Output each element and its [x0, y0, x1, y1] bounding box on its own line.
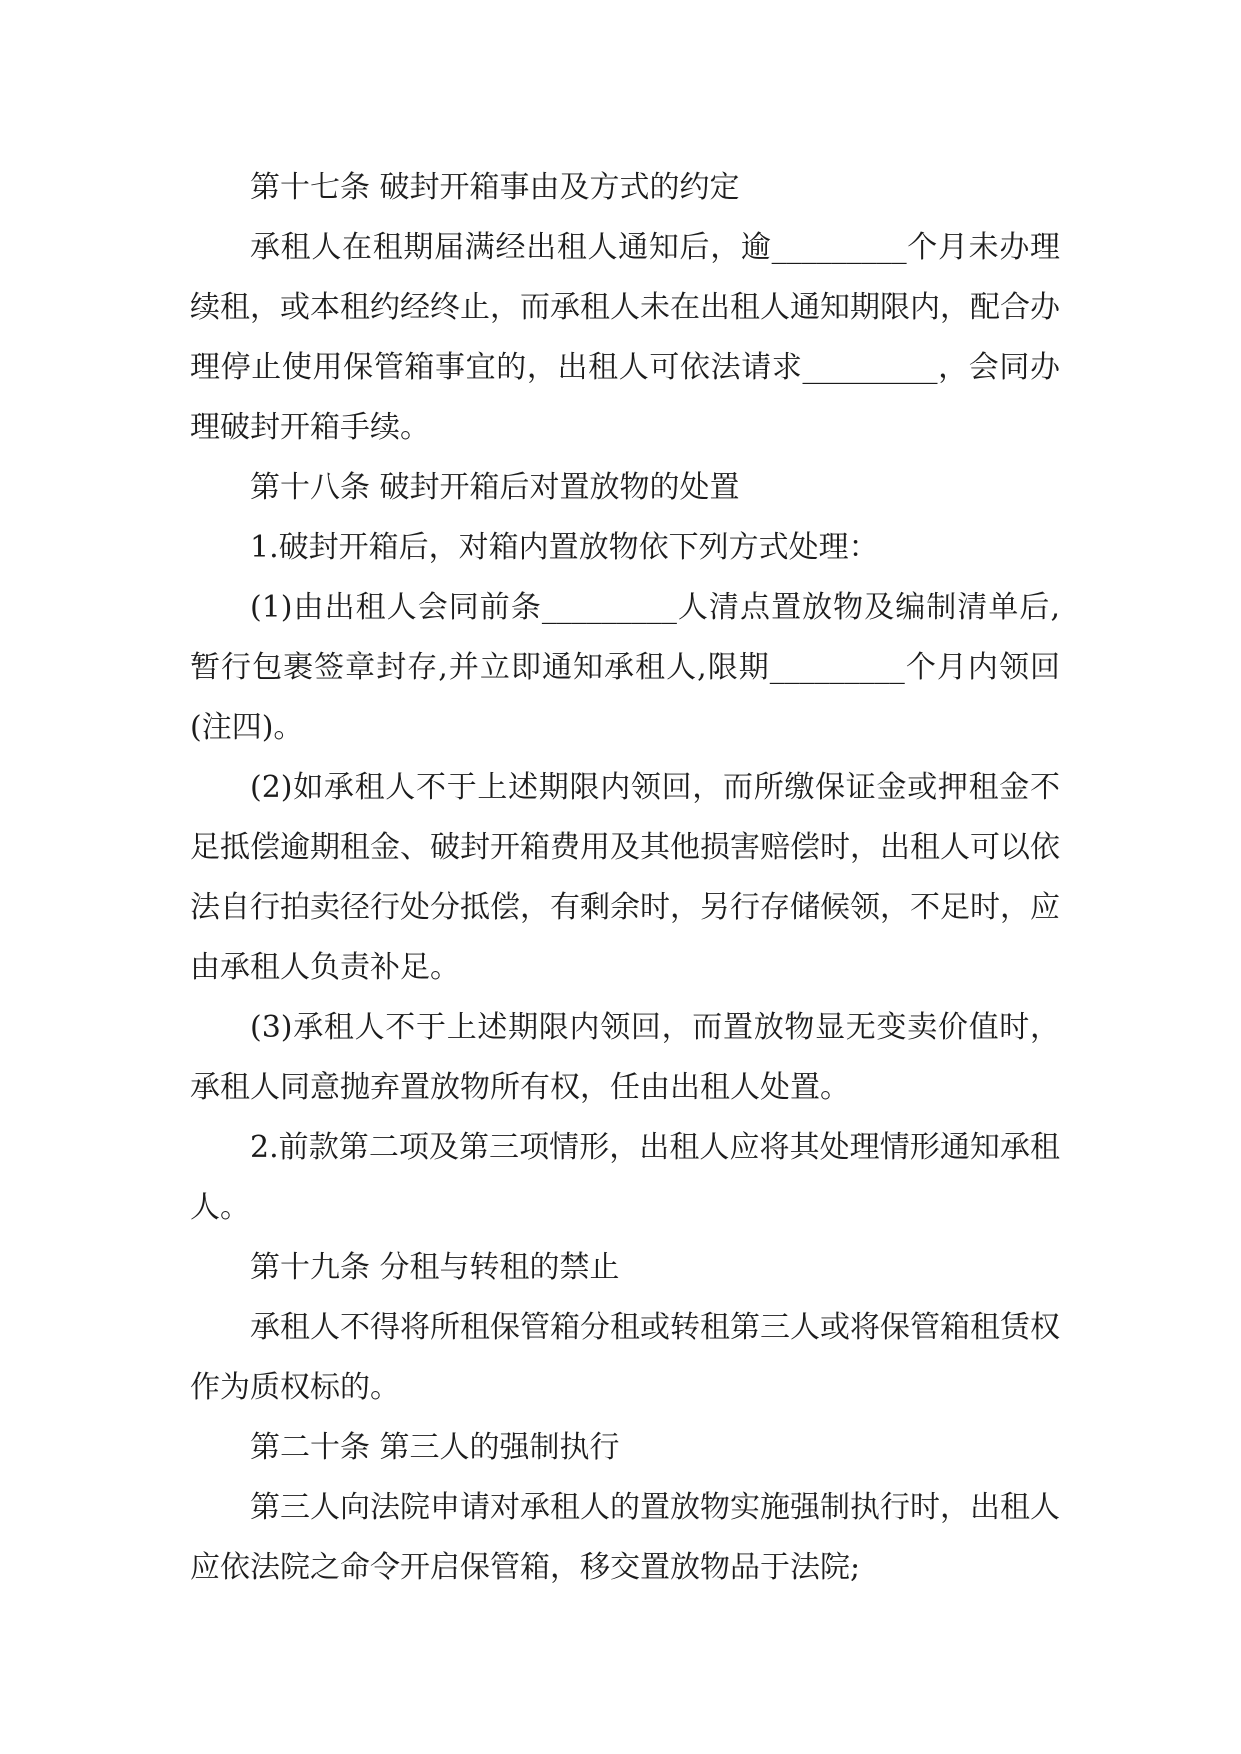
article-19-body: 承租人不得将所租保管箱分租或转租第三人或将保管箱租赁权作为质权标的。 — [190, 1310, 1060, 1405]
article-17-heading: 第十七条 破封开箱事由及方式的约定 — [250, 170, 740, 205]
document-body — [190, 158, 1060, 1598]
article-18-item-2: (2)如承租人不于上述期限内领回，而所缴保证金或押租金不足抵偿逾期租金、破封开箱费用及其他损害赔偿时，出租人可以依法自行拍卖径行处分抵偿，有剩余时，另行存储候领，不足时，应由承租人负责补足。 — [190, 770, 1060, 985]
article-18-heading: 第十八条 破封开箱后对置放物的处置 — [250, 470, 740, 505]
article-17-body: 承租人在租期届满经出租人通知后，逾_________个月未办理续租，或本租约经终止，而承租人未在出租人通知期限内，配合办理停止使用保管箱事宜的，出租人可依法请求_________，会同办理破封开箱手续。 — [190, 230, 1060, 445]
article-18-item-1: (1)由出租人会同前条_________人清点置放物及编制清单后,暂行包裹签章封存,并立即通知承租人,限期_________个月内领回(注四)。 — [190, 590, 1060, 745]
article-20-body: 第三人向法院申请对承租人的置放物实施强制执行时，出租人应依法院之命令开启保管箱，移交置放物品于法院; — [190, 1490, 1060, 1585]
article-19-heading: 第十九条 分租与转租的禁止 — [250, 1250, 620, 1285]
article-20-heading: 第二十条 第三人的强制执行 — [250, 1430, 620, 1465]
article-18-clause-1: 1.破封开箱后，对箱内置放物依下列方式处理： — [250, 530, 879, 565]
article-18-item-3: (3)承租人不于上述期限内领回，而置放物显无变卖价值时，承租人同意抛弃置放物所有权，任由出租人处置。 — [190, 1010, 1060, 1105]
article-18-clause-2: 2.前款第二项及第三项情形，出租人应将其处理情形通知承租人。 — [190, 1130, 1060, 1225]
